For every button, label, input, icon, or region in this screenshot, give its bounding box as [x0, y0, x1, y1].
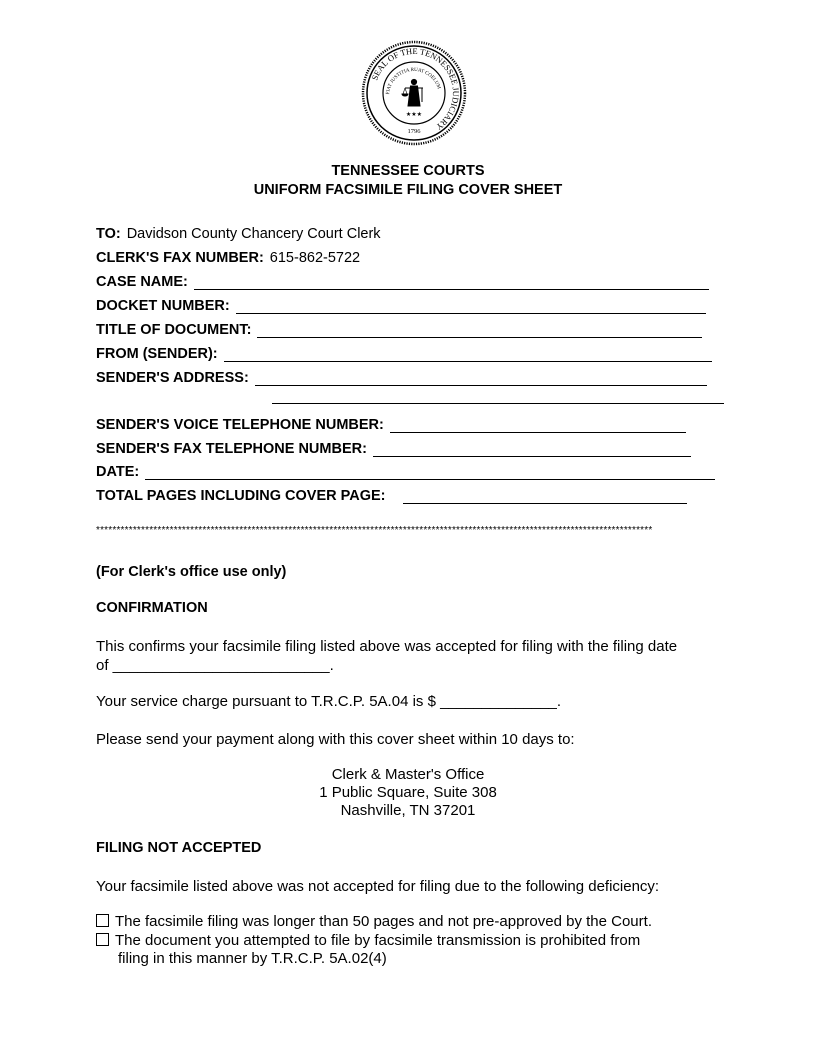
- seal-year: 1796: [407, 128, 421, 135]
- to-field: [96, 222, 381, 242]
- checkbox-prohibited-label-cont: filing in this manner by T.R.C.P. 5A.02(4): [118, 950, 387, 967]
- case-name-field: [96, 270, 709, 290]
- deficiency-option-pages: [96, 913, 736, 931]
- case-name-label: CASE NAME:: [96, 274, 188, 290]
- header-title-line2: UNIFORM FACSIMILE FILING COVER SHEET: [253, 182, 563, 198]
- clerk-fax-field: [96, 246, 360, 266]
- fax-phone-field: [96, 437, 691, 457]
- address-line2: 1 Public Square, Suite 308: [319, 784, 497, 801]
- service-charge-text: Your service charge pursuant to T.R.C.P. 5A.04 is $ ______________.: [96, 693, 562, 710]
- docket-number-field: [96, 294, 706, 314]
- sender-address-field: [96, 366, 707, 386]
- sender-field: [96, 342, 712, 362]
- date-label: DATE:: [96, 464, 140, 480]
- seal-motto: FIAT JUSTITIA RUAT COELUM: [386, 67, 441, 95]
- not-accepted-heading: FILING NOT ACCEPTED: [96, 840, 262, 856]
- fax-phone-input-line[interactable]: [373, 442, 691, 457]
- total-pages-label: TOTAL PAGES INCLUDING COVER PAGE:: [96, 488, 386, 504]
- total-pages-field: [96, 484, 687, 504]
- case-name-input-line[interactable]: [194, 275, 709, 290]
- lady-justice-icon: [402, 79, 423, 106]
- separator-line: ****************************************************************************************************************************************: [96, 525, 653, 536]
- payment-instructions: Please send your payment along with this cover sheet within 10 days to:: [96, 731, 575, 748]
- deficiency-option-prohibited: [96, 932, 736, 950]
- confirmation-text-line1: This confirms your facsimile filing listed above was accepted for filing with the filing date: [96, 638, 678, 655]
- deficiency-intro: Your facsimile listed above was not accepted for filing due to the following deficiency:: [96, 878, 660, 895]
- sender-label: FROM (SENDER):: [96, 346, 218, 362]
- docket-number-label: DOCKET NUMBER:: [96, 298, 230, 314]
- checkbox-pages[interactable]: [96, 914, 109, 927]
- header-title-line1: TENNESSEE COURTS: [331, 163, 485, 179]
- address-line3: Nashville, TN 37201: [340, 802, 476, 819]
- voice-phone-input-line[interactable]: [390, 418, 686, 433]
- office-use-note: (For Clerk's office use only): [96, 564, 287, 580]
- document-title-label: TITLE OF DOCUMENT:: [96, 322, 252, 338]
- clerk-fax-label: CLERK'S FAX NUMBER:: [96, 250, 264, 266]
- confirmation-text-line2: of __________________________.: [96, 657, 334, 674]
- document-title-input-line[interactable]: [257, 323, 702, 338]
- voice-phone-label: SENDER'S VOICE TELEPHONE NUMBER:: [96, 417, 384, 433]
- address-line1: Clerk & Master's Office: [331, 766, 485, 783]
- fax-phone-label: SENDER'S FAX TELEPHONE NUMBER:: [96, 441, 367, 457]
- to-value: Davidson County Chancery Court Clerk: [126, 226, 381, 242]
- seal-ring-text: SEAL OF THE TENNESSEE JUDICIARY: [369, 45, 462, 133]
- confirmation-heading: CONFIRMATION: [96, 600, 208, 616]
- sender-address-input-line[interactable]: [255, 371, 707, 386]
- judiciary-seal-logo: [361, 40, 467, 146]
- checkbox-prohibited-label: The document you attempted to file by facsimile transmission is prohibited from: [115, 932, 641, 949]
- total-pages-input-line[interactable]: [403, 489, 687, 504]
- to-label: TO:: [96, 226, 121, 242]
- seal-stars: ★★★: [405, 111, 423, 118]
- clerk-fax-value: 615-862-5722: [269, 250, 361, 266]
- checkbox-prohibited[interactable]: [96, 933, 109, 946]
- sender-address-label: SENDER'S ADDRESS:: [96, 370, 249, 386]
- checkbox-pages-label: The facsimile filing was longer than 50 pages and not pre-approved by the Court.: [115, 913, 652, 930]
- sender-address-input-line-2[interactable]: [272, 403, 724, 404]
- sender-input-line[interactable]: [224, 347, 712, 362]
- docket-number-input-line[interactable]: [236, 299, 706, 314]
- date-input-line[interactable]: [145, 465, 715, 480]
- date-field: [96, 460, 715, 480]
- document-title-field: [96, 318, 702, 338]
- voice-phone-field: [96, 413, 686, 433]
